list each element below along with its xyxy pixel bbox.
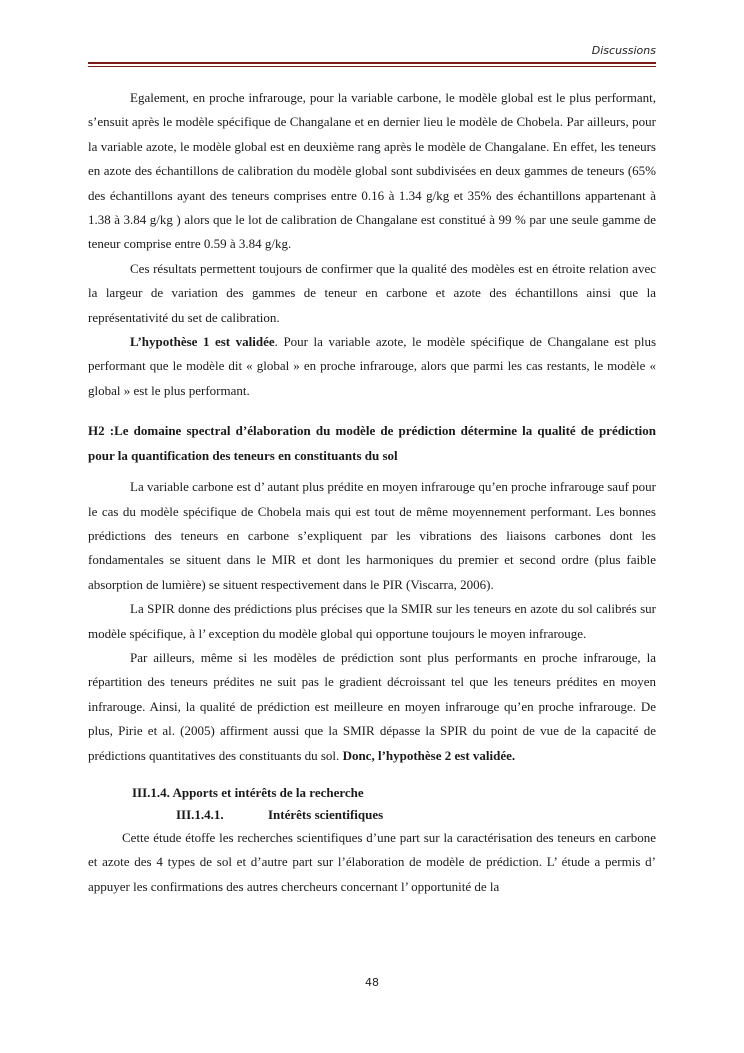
page-body	[88, 86, 656, 899]
header-rule-thick	[88, 62, 656, 64]
paragraph-scientific-interest: Cette étude étoffe les recherches scientifiques d’une part sur la caractérisation des teneurs en carbone et azote des 4 types de sol et d’autre part sur l’élaboration de modèle de prédiction. L’ étude a permis d’ appuyer les confirmations des autres chercheurs concernant l’ opportunité de la	[88, 829, 656, 894]
section-heading-apports: III.1.4. Apports et intérêts de la recherche	[132, 784, 364, 800]
paragraph-carbon-nir: Egalement, en proche infrarouge, pour la variable carbone, le modèle global est le plus performant, s’ensuit après le modèle spécifique de Changalane et en dernier lieu le modèle de Chobela. Par ailleurs, pour la variable azote, le modèle global est en deuxième rang après le modèle de Changalane. En effet, les teneurs en azote des échantillons de calibration du modèle global sont subdivisées en deux gammes de teneurs (65% des échantillons ayant des teneurs comprises entre 0.16 à 1.34 g/kg et 35% des échantillons appartenant à 1.38 à 3.84 g/kg ) alors que le lot de calibration de Changalane est constitué à 99 % par une seule gamme de teneur comprise entre 0.59 à 3.84 g/kg.	[88, 90, 656, 252]
paragraph-prediction-quality	[88, 646, 656, 768]
paragraph-spir-smir: La SPIR donne des prédictions plus précises que la SMIR sur les teneurs en azote du sol calibrés sur modèle spécifique, à l’ exception du modèle global qui opportune toujours le moyen infrarouge.	[88, 601, 656, 641]
hypothesis-1-text: . Pour la variable azote, le modèle spécifique de Changalane est plus performant que le modèle dit « global » en proche infrarouge, alors que parmi les cas restants, le modèle « global » est le plus performant.	[88, 334, 657, 398]
page-number: 48	[365, 976, 379, 989]
heading-h2: H2 :Le domaine spectral d’élaboration du modèle de prédiction détermine la qualité de prédiction pour la quantification des teneurs en constituants du sol	[88, 423, 656, 463]
subsection-title: Intérêts scientifiques	[268, 806, 384, 822]
paragraph-carbon-mir: La variable carbone est d’ autant plus prédite en moyen infrarouge qu’en proche infrarouge sauf pour le cas du modèle spécifique de Chobela mais qui est tout de même moyennement performant. Les bonnes prédictions des teneurs en carbone s’expliquent par les vibrations des liaisons carbones dont les fondamentales se situent dans le MIR et dont les harmoniques du premier et second ordre (plus faible absorption de lumière) se situent respectivement dans le PIR (Viscarra, 2006).	[88, 479, 656, 592]
hypothesis-2-validated: Donc, l’hypothèse 2 est validée.	[342, 747, 516, 763]
paragraph-results: Ces résultats permettent toujours de confirmer que la qualité des modèles est en étroite relation avec la largeur de variation des gammes de teneur en carbone et azote des échantillons ainsi que la représentativité du set de calibration.	[88, 260, 656, 325]
hypothesis-1-validated: L’hypothèse 1 est validée	[130, 334, 275, 350]
prediction-quality-text: Par ailleurs, même si les modèles de prédiction sont plus performants en proche infrarouge, la répartition des teneurs prédites ne suit pas le gradient décroissant tel que les teneurs prédites en moyen infrarouge. Ainsi, la qualité de prédiction est meilleure en moyen infrarouge qu’en proche infrarouge. De plus, Pirie et al. (2005) affirment aussi que la SMIR dépasse la SPIR du point de vue de la capacité de prédictions quantitatives des constituants du sol.	[88, 649, 656, 763]
header-rule-thin	[88, 66, 656, 67]
running-header: Discussions	[591, 44, 656, 57]
paragraph-hypothesis-1	[88, 330, 656, 403]
subsection-number: III.1.4.1.	[176, 806, 224, 822]
subsection-heading	[88, 804, 656, 826]
